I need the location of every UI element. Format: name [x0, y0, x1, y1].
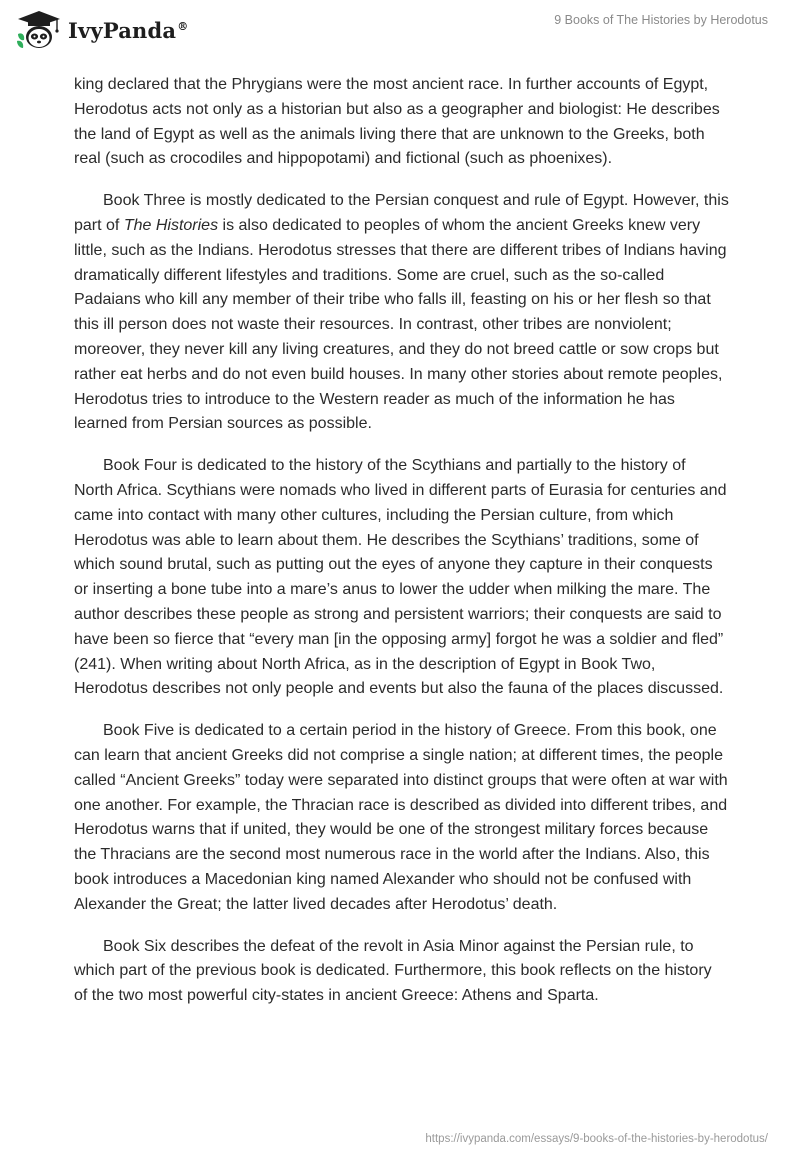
paragraph-book-three-text-a: Book Three is mostly dedicated to the Persian conquest and rule of Egypt. However, this part of	[74, 192, 729, 234]
paragraph-book-three-text-b: is also dedicated to peoples of whom the ancient Greeks knew very little, such as the Indians. Herodotus stresses that there are different tribes of Indians having dramatically different lifestyles and traditions. Some are cruel, such as the so-called Padaians who kill any member of their tribe who falls ill, feasting on his or her flesh so that this ill person does not waste their resources. In contrast, other tribes are nonviolent; moreover, they never kill any living creatures, and they do not breed cattle or sow crops but rather eat herbs and do not even build houses. In many other stories about remote peoples, Herodotus tries to introduce to the Western reader as much of the information he has learned from Persian sources as possible.	[74, 216, 727, 433]
paragraph-book-four: Book Four is dedicated to the history of the Scythians and partially to the history of North Africa. Scythians were nomads who lived in different parts of Eurasia for centuries and came into contact with many other cultures, including the Persian culture, from which Herodotus was able to learn about them. He describes the Scythians’ traditions, some of which sound brutal, such as putting out the eyes of anyone they capture in their conquests or inserting a bone tube into a mare’s anus to lower the udder when milking the mare. The author describes these people as strong and persistent warriors; their conquests are said to have been so fierce that “every man [in the opposing army] forgot he was a soldier and fled” (241). When writing about North Africa, as in the description of Egypt in Book Two, Herodotus describes not only people and events but also the fauna of the places discussed.	[74, 457, 727, 698]
paragraph-book-three	[74, 189, 729, 437]
logo-wordmark: IvyPanda®	[68, 17, 189, 43]
registered-mark: ®	[177, 19, 189, 33]
paragraph-book-six: Book Six describes the defeat of the revolt in Asia Minor against the Persian rule, to which part of the previous book is dedicated. Furthermore, this book reflects on the history of the two most powerful city-states in ancient Greece: Athens and Sparta.	[74, 937, 712, 1005]
document-title: 9 Books of The Histories by Herodotus	[554, 13, 768, 27]
source-url-link[interactable]: https://ivypanda.com/essays/9-books-of-the-histories-by-herodotus/	[425, 1133, 768, 1145]
panda-graduate-icon	[16, 10, 62, 50]
page-header	[0, 0, 800, 62]
essay-body	[74, 73, 729, 1026]
book-title-italic: The Histories	[123, 216, 219, 234]
paragraph-book-five: Book Five is dedicated to a certain period in the history of Greece. From this book, one can learn that ancient Greeks did not comprise a single nation; at different times, the people called “Ancient Greeks” today were separated into distinct groups that were often at war with one another. For example, the Thracian race is described as divided into different tribes, and Herodotus warns that if united, they would be one of the strongest military forces because the Thracians are the second most numerous race in the world after the Indians. Also, this book introduces a Macedonian king named Alexander who should not be confused with Alexander the Great; the latter lived decades after Herodotus’ death.	[74, 722, 728, 913]
paragraph-continuation: king declared that the Phrygians were the most ancient race. In further accounts of Egypt, Herodotus acts not only as a historian but also as a geographer and biologist: He describes the land of Egypt as well as the animals living there that are unknown to the Greeks, both real (such as crocodiles and hippopotami) and fictional (such as phoenixes).	[74, 76, 720, 168]
ivypanda-logo[interactable]	[16, 10, 188, 50]
